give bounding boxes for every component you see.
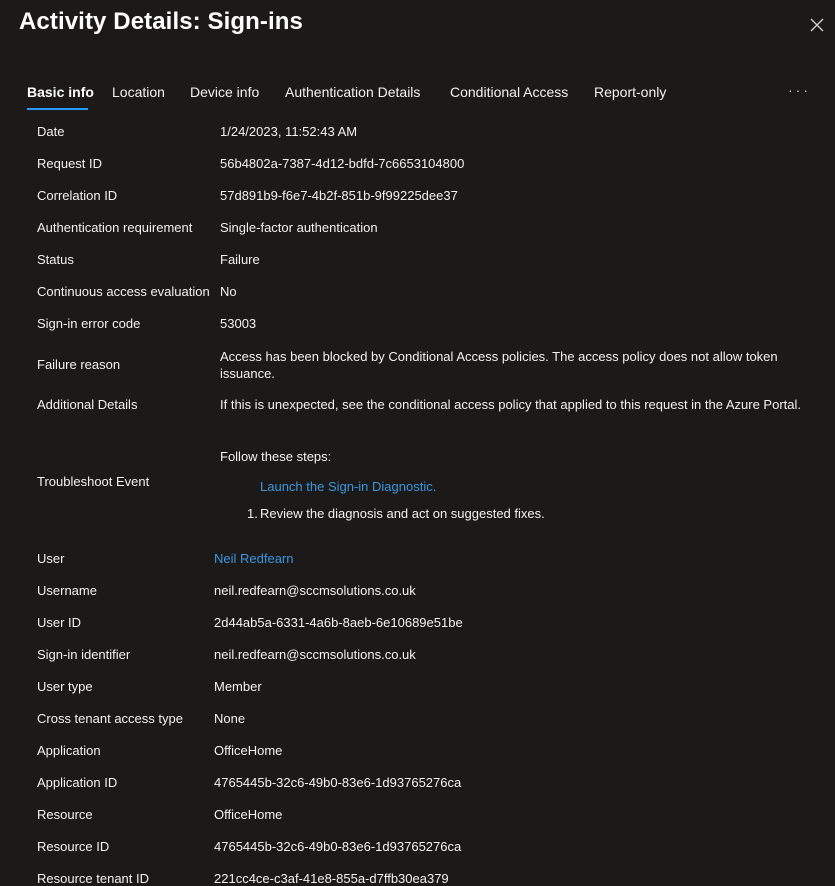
- tab-bar: [0, 84, 835, 112]
- row-value: Access has been blocked by Conditional Access policies. The access policy does not allow token issuance.: [220, 349, 778, 381]
- row-value: 53003: [220, 316, 257, 331]
- row-value: Member: [214, 679, 262, 694]
- row-label: Application: [37, 743, 101, 758]
- row-label: Resource tenant ID: [37, 871, 150, 886]
- row-label: Authentication requirement: [37, 220, 193, 235]
- close-icon[interactable]: [806, 14, 828, 36]
- row-value: 56b4802a-7387-4d12-bdfd-7c6653104800: [220, 156, 465, 171]
- row-label: Failure reason: [37, 357, 121, 372]
- row-label: Cross tenant access type: [37, 711, 183, 726]
- row-label: User type: [37, 679, 93, 694]
- row-value: 2d44ab5a-6331-4a6b-8aeb-6e10689e51be: [214, 615, 463, 630]
- row-label: Username: [37, 583, 97, 598]
- more-options-icon[interactable]: ···: [788, 82, 811, 98]
- troubleshoot-intro: Follow these steps:: [220, 449, 332, 464]
- row-label: Application ID: [37, 775, 118, 790]
- active-tab-indicator: [27, 108, 88, 110]
- launch-diagnostic-link[interactable]: Launch the Sign-in Diagnostic.: [260, 479, 437, 494]
- tab-location[interactable]: Location: [112, 84, 165, 100]
- tab-device-info[interactable]: Device info: [190, 84, 260, 100]
- tab-conditional-access[interactable]: Conditional Access: [450, 84, 569, 100]
- row-label: Request ID: [37, 156, 103, 171]
- tab-basic-info[interactable]: Basic info: [27, 84, 94, 100]
- tab-report-only[interactable]: Report-only: [594, 84, 667, 100]
- row-value: OfficeHome: [214, 743, 283, 758]
- row-value: neil.redfearn@sccmsolutions.co.uk: [214, 583, 416, 598]
- row-value: 4765445b-32c6-49b0-83e6-1d93765276ca: [214, 775, 462, 790]
- row-value: 221cc4ce-c3af-41e8-855a-d7ffb30ea379: [214, 871, 449, 886]
- row-label: Additional Details: [37, 397, 138, 412]
- row-value: If this is unexpected, see the conditional access policy that applied to this request in the Azure Portal.: [220, 397, 802, 412]
- step-number: 1.: [247, 506, 258, 521]
- tab-authentication-details[interactable]: Authentication Details: [285, 84, 421, 100]
- row-value: neil.redfearn@sccmsolutions.co.uk: [214, 647, 416, 662]
- row-value: No: [220, 284, 237, 299]
- row-value: Single-factor authentication: [220, 220, 378, 235]
- row-value: OfficeHome: [214, 807, 283, 822]
- troubleshoot-step: Review the diagnosis and act on suggested fixes.: [260, 506, 545, 521]
- page-title: Activity Details: Sign-ins: [19, 8, 303, 35]
- row-value: 4765445b-32c6-49b0-83e6-1d93765276ca: [214, 839, 462, 854]
- row-label: Resource: [37, 807, 93, 822]
- row-label: User: [37, 551, 65, 566]
- row-value: Failure: [220, 252, 260, 267]
- row-value: 1/24/2023, 11:52:43 AM: [220, 124, 358, 139]
- row-label: Sign-in error code: [37, 316, 141, 331]
- row-label: Correlation ID: [37, 188, 118, 203]
- row-value: None: [214, 711, 246, 726]
- user-link[interactable]: Neil Redfearn: [214, 551, 294, 566]
- troubleshoot-section: [0, 449, 835, 529]
- row-label: Resource ID: [37, 839, 110, 854]
- row-label: User ID: [37, 615, 82, 630]
- row-label: Status: [37, 252, 74, 267]
- row-label: Date: [37, 124, 65, 139]
- row-label: Continuous access evaluation: [37, 284, 210, 299]
- row-label: Troubleshoot Event: [37, 474, 150, 489]
- row-label: Sign-in identifier: [37, 647, 131, 662]
- row-value: 57d891b9-f6e7-4b2f-851b-9f99225dee37: [220, 188, 458, 203]
